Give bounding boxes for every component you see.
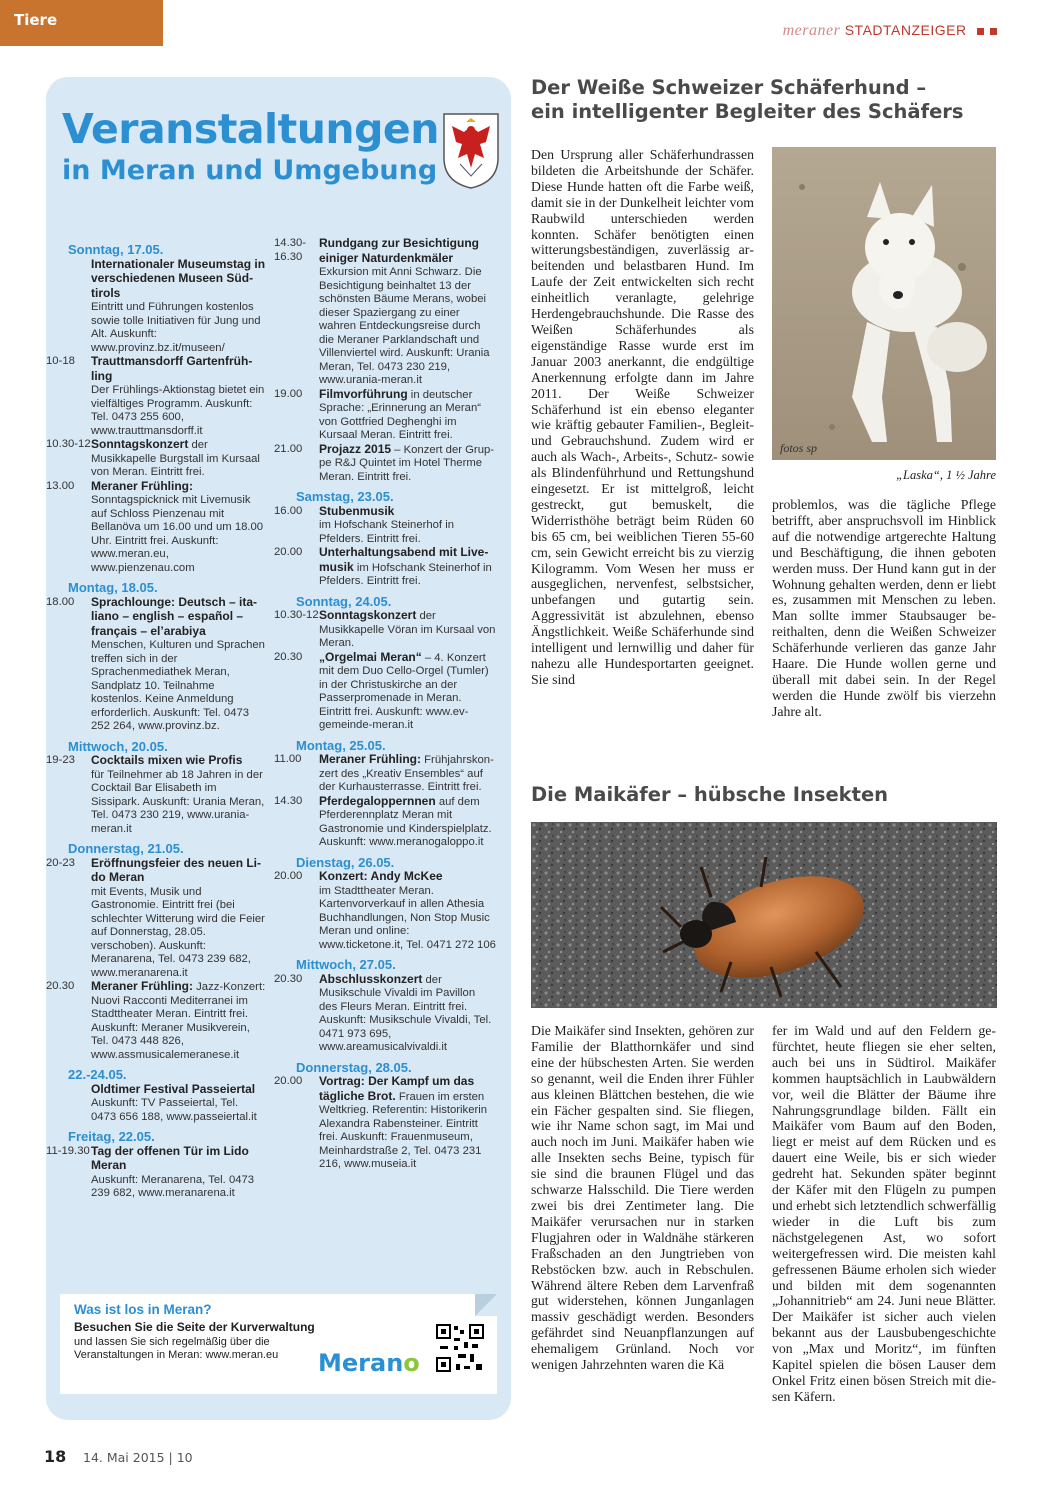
- event-entry: [274, 609, 496, 651]
- dog-article-heading: [531, 76, 991, 124]
- info-box: [60, 1294, 497, 1394]
- event-details: Jazz-Konzert: Nuovi Racconti Mediterranei im Stadttheater Meran. Eintritt frei. Auskunft: Meraner Musikverein, Tel. 0473 448 826, www.assmusicalemeranese.it: [91, 981, 266, 1061]
- event-entry: [274, 753, 496, 795]
- event-description: [91, 980, 266, 1062]
- event-time: 13.00: [46, 479, 75, 492]
- event-time: 14.30-16.30: [274, 237, 307, 263]
- logo-part-2: STADTANZEIGER: [844, 22, 967, 38]
- logo-square-icon: [977, 28, 984, 35]
- event-entry: [46, 355, 266, 438]
- event-time: [46, 1083, 91, 1125]
- event-day-heading: Montag, 25.05.: [296, 737, 386, 753]
- event-description: [319, 795, 496, 850]
- event-entry: [46, 258, 266, 356]
- event-description: [91, 438, 266, 480]
- event-entry: [274, 973, 496, 1055]
- events-title: Veranstaltungen: [62, 105, 439, 153]
- event-description: [91, 1083, 266, 1125]
- event-description: [319, 1075, 496, 1172]
- event-title: Filmvorführung: [319, 386, 408, 401]
- event-details: Auskunft: TV Passeiertal, Tel. 0473 656 188, www.passeiertal.it: [91, 1097, 257, 1123]
- event-title: „Orgelmai Meran“: [319, 649, 422, 664]
- event-day-heading: Montag, 18.05.: [68, 580, 158, 595]
- event-details: Frauen im ersten Weltkrieg. Referentin: Historikerin Alexandra Rabensteiner. Eintritt frei. Auskunft: Frauenmuseum, Meinhardstraße 2, Tel. 0473 231 216, www.museia.it: [319, 1090, 488, 1170]
- event-title: Meraner Frühling:: [319, 752, 422, 766]
- event-entry: [46, 980, 266, 1062]
- event-description: [319, 973, 496, 1055]
- event-title: Oldtimer Festival Passeiertal: [91, 1081, 256, 1096]
- event-description: [91, 258, 266, 356]
- event-time: 20.00: [274, 546, 303, 558]
- dog-photo: [772, 147, 996, 460]
- event-title: Unterhaltungsabend mit Livemusik: [319, 545, 489, 574]
- event-details: in deutscher Sprache: „Erinnerung an Meran“ von Gottfried Deghenghi im Kursaal Meran. Eintritt frei.: [319, 388, 482, 441]
- dog-heading-line-1: Der Weiße Schweizer Schäferhund –: [531, 76, 927, 99]
- event-time: 20.30: [274, 972, 303, 985]
- event-entry: [274, 870, 496, 952]
- event-details: Der Frühlings-Aktionstag bietet ein vielfältiges Programm. Auskunft: Tel. 0473 255 600, www.trauttmansdorff.it: [91, 384, 265, 437]
- event-details: – Konzert der Gruppe R&J Quintet im Hotel Therme Meran. Eintritt frei.: [319, 443, 495, 483]
- event-description: [319, 443, 496, 485]
- info-title: Was ist los in Meran?: [74, 1302, 212, 1317]
- event-description: [319, 505, 496, 547]
- event-description: [319, 237, 496, 388]
- event-details: Frühjahrskonzert des „Kreativ Ensembles“ auf der Kurhausterrasse. Eintritt frei.: [319, 754, 494, 793]
- event-day-heading: Freitag, 22.05.: [68, 1129, 155, 1144]
- event-entry: [274, 443, 496, 485]
- event-description: [319, 651, 496, 733]
- dog-article-column-2: problemlos, was die tägliche Pflege betrifft, aber anspruchsvoll im Hinblick auf die notwendige artgerechte Haltung und Beschäftigung, die ihnen geboten werden muss. Der Hund kann gut in der Wohnung gehalten werden, denn er liebt es, zusammen mit Menschen zu leben. Man sollte immer Staubsauger bereithalten, denn die Weißen Schweizer Schäferhunde verlieren das ganze Jahr Haare. Die Hunde wollen gerne und überall mit dabei sein. In der Regel werden die Hunde zwölf bis vierzehn Jahre alt.: [772, 497, 996, 719]
- event-entry: [274, 651, 496, 733]
- qr-code-icon[interactable]: [436, 1324, 484, 1382]
- dog-article-column-1: Den Ursprung aller Schäferhundrassen bildeten die Arbeitshunde der Schäfer. Diese Hunde hatten oft die Farbe weiß, damit sie in der Dunkelheit leichter vom Raubwild unterschieden werden konnten. Schäfer benötigten einen witterungsbeständigen, zuverlässig arbeitenden und belastbaren Hund. Im Laufe der Zeit entwickelten sich recht einheitlich veranlagte, gelehrige Herdengebrauchshunde. Die Rasse des Weißen Schäferhundes als eigenständige Rasse wurde erst im Januar 2003 anerkannt, die endgültige Anerkennung erfolgte dann im Jahre 2011. Der Weiße Schweizer Schäferhund ist ein ebenso eleganter wie kräftig gebauter Familien-, Begleit- und Gebrauchshund. Zudem wird er auch als Wach-, Arbeits-, Schutz- sowie als Blindenführhund und Rettungshund eingesetzt. Er ist mittelgroß, leicht gestreckt, gut bemuskelt, die Widerristhöhe beträgt beim Rüden 60 bis 65 cm, bei weiblichen Tieren 55-60 cm, sein Gewicht erreicht bis zu vierzig Kilogramm. Vom Wesen her muss er ausgeglichen, nervenfest, selbstsicher, unbefangen und gutartig sein. Aggressivität ist abzulehnen, ebenso Ängstlichkeit. Weiße Schäferhunde sind intelligent und lernwillig und daher für nahezu alle Hundesportarten geeignet. Sie sind: [531, 147, 754, 687]
- section-tab: Tiere: [0, 0, 163, 46]
- merano-logo: [318, 1349, 420, 1377]
- event-description: [91, 754, 266, 836]
- event-details: – 4. Konzert mit dem Duo Cello-Orgel (Tumler) in der Christuskirche an der Passerpromenade in Meran. Eintritt frei. Auskunft: www.ev-gemeinde-meran.it: [319, 651, 489, 731]
- event-entry: [46, 1083, 266, 1125]
- event-title: Rundgang zur Besichtigung einiger Naturdenkmäler: [319, 236, 479, 265]
- merano-logo-end: o: [403, 1349, 420, 1377]
- event-details: Menschen, Kulturen und Sprachen treffen sich in der Sprachenmediathek Meran, Sandplatz 10. Teilnahme kostenlos. Keine Anmeldung erforderlich. Auskunft: Tel. 0473 252 264, www.provinz.bz.: [91, 639, 265, 732]
- event-title: Konzert: Andy McKee: [319, 869, 443, 883]
- event-entry: [274, 546, 496, 589]
- event-details: Sonntagspicknick mit Livemusik auf Schloss Pienzenau mit Bellanöva um 16.00 und um 18.00 Uhr. Eintritt frei. Auskunft: www.meran.eu, www.pienzenau.com: [91, 494, 264, 574]
- event-description: [319, 870, 496, 952]
- event-entry: [274, 795, 496, 850]
- event-description: [319, 546, 496, 589]
- event-day-heading: 22.-24.05.: [68, 1067, 127, 1082]
- info-text: und lassen Sie sich regelmäßig über die Veranstaltungen in Meran: www.meran.eu: [74, 1336, 279, 1361]
- info-subtitle: Besuchen Sie die Seite der Kurverwaltung: [74, 1320, 315, 1334]
- event-title: Pferdegaloppernnen: [319, 793, 436, 808]
- event-entry: [46, 1145, 266, 1201]
- page-number: 18: [44, 1447, 67, 1466]
- event-details: Eintritt und Führungen kostenlos sowie tolle Initiativen für Jung und Alt. Auskunft: www.provinz.bz.it/museen/: [91, 301, 261, 354]
- beetle-article-heading: Die Maikäfer – hübsche Insekten: [531, 783, 889, 806]
- event-title: Sonntagskonzert: [91, 437, 189, 451]
- events-subtitle: in Meran und Umgebung: [62, 155, 438, 186]
- event-day-heading: Sonntag, 17.05.: [68, 242, 164, 257]
- event-time: [46, 258, 91, 356]
- event-title: Projazz 2015: [319, 441, 392, 456]
- event-entry: [46, 857, 266, 981]
- photo-credit: fotos sp: [780, 441, 818, 455]
- page-corner-fold-icon: [475, 1294, 497, 1316]
- event-details: der Musikschule Vivaldi im Pavillon des Fleurs Meran. Eintritt frei. Auskunft: Musikschule Vivaldi, Tel. 0471 973 695, www.areamusicalvivaldi.it: [319, 973, 492, 1053]
- beetle-photo: [531, 822, 997, 1008]
- event-title: Cocktails mixen wie Profis: [91, 753, 243, 767]
- event-entry: [46, 596, 266, 734]
- event-details: der Musikkapelle Burgstall im Kursaal von Meran. Eintritt frei.: [91, 439, 260, 478]
- event-details: im Stadttheater Meran. Kartenvorverkauf in allen Athesia Buchhandlungen, Non Stop Music Meran und online: www.ticketone.it, Tel. 0471 272 106: [319, 884, 496, 951]
- event-day-heading: Sonntag, 24.05.: [296, 593, 392, 609]
- event-day-heading: Donnerstag, 21.05.: [68, 841, 184, 856]
- event-time: 20-23: [46, 856, 75, 869]
- event-time: 10-18: [46, 355, 75, 367]
- event-title: Internationaler Museumstag in verschiedenen Museen Südtirols: [91, 256, 266, 300]
- event-time: 11.00: [274, 753, 302, 765]
- event-description: [91, 480, 266, 576]
- event-time: 18.00: [46, 595, 75, 608]
- beetle-article-column-1: Die Maikäfer sind Insekten, gehören zur Familie der Blatthornkäfer und sind eine der hübschesten Arten. Sie werden so genannt, weil die Enden ihrer Fühler aus kleinen Blättchen bestehen, die wie ein Fächer gespalten sind. Sie fliegen, wie ihr Name schon sagt, im Mai und auch noch im Juni. Maikäfer haben wie alle Insekten sechs Beine, typisch für sie sind die braunen Flügel und das schwarze Halsschild. Die Tiere werden zwei bis drei Zentimeter lang. Die Maikäfer verursachen nur in starken Flugjahren oder in Waldnähe stärkeren Fraßschaden an den Jungtrieben von Rebstöcken bzw. auch in Rebschulen. Während ältere Reben dem Larvenfraß gut widerstehen, können Junganlagen massiv geschädigt werden. Besonders gefährdet sind Neuanpflanzungen auf ehemaligem Grünland. Noch vor wenigen Jahrzehnten waren die Kä: [531, 1023, 754, 1373]
- dog-heading-line-2: ein intelligenter Begleiter des Schäfers: [531, 100, 964, 123]
- event-description: [91, 596, 266, 734]
- event-day-heading: Samstag, 23.05.: [296, 489, 394, 504]
- event-day-heading: Mittwoch, 20.05.: [68, 738, 168, 754]
- event-description: [319, 753, 496, 795]
- logo-square-icon: [990, 28, 997, 35]
- event-entry: [274, 505, 496, 547]
- event-details: mit Events, Musik und Gastronomie. Eintritt frei (bei schlechter Witterung wird die Feier auf Donnerstag, 28.05. verschoben). Auskunft: Meranarena, Tel. 0473 239 682, www.meranarena.it: [91, 885, 265, 979]
- publication-logo: [783, 22, 997, 40]
- event-entry: [46, 438, 266, 480]
- event-description: [319, 609, 496, 651]
- event-title: Vortrag: Der Kampf um das tägliche Brot.: [319, 1074, 475, 1103]
- event-time: 20.00: [274, 1075, 303, 1087]
- event-details: Auskunft: Meranarena, Tel. 0473 239 682, www.meranarena.it: [91, 1173, 255, 1199]
- event-entry: [274, 1075, 496, 1172]
- event-title: Abschlusskonzert: [319, 971, 423, 986]
- event-time: 19-23: [46, 754, 75, 766]
- event-time: 16.00: [274, 504, 303, 517]
- event-day-heading: Mittwoch, 27.05.: [296, 957, 396, 972]
- event-time: 11-19.30: [46, 1144, 90, 1157]
- event-description: [91, 355, 266, 438]
- event-title: Tag der offenen Tür im Lido Meran: [91, 1143, 249, 1172]
- event-details: Exkursion mit Anni Schwarz. Die Besichtigung beinhaltet 13 der schönsten Bäume Merans, wobei dieser Spaziergang zu einer wahren Entdeckungsreise durch die Meraner Parklandschaft und Villenviertel wird. Auskunft: Urania Meran, Tel. 0473 230 219, www.urania-meran.it: [319, 266, 490, 386]
- event-time: 20.30: [46, 980, 75, 992]
- event-title: Trauttmansdorff Gartenfrühling: [91, 354, 253, 383]
- event-title: Meraner Frühling:: [91, 979, 194, 993]
- event-time: 19.00: [274, 387, 303, 400]
- event-time: 20.00: [274, 870, 303, 882]
- event-entry: [46, 480, 266, 576]
- issue-date: 14. Mai 2015 | 10: [83, 1450, 193, 1465]
- event-time: 14.30: [274, 794, 303, 807]
- event-details: im Hofschank Steinerhof in Pfelders. Eintritt frei.: [319, 519, 455, 545]
- tyrol-crest-icon: [442, 112, 500, 190]
- event-details: für Teilnehmer ab 18 Jahren in der Cocktail Bar Elisabeth im Sissipark. Auskunft: Urania Meran, Tel. 0473 230 219, www.urania-meran.it: [91, 768, 265, 835]
- events-column-right: [274, 237, 496, 1172]
- event-time: 21.00: [274, 442, 303, 455]
- event-description: [319, 388, 496, 443]
- event-title: Sprachlounge: Deutsch – italiano – english – español – français – el’arabiya: [91, 594, 258, 638]
- event-time: 10.30-12: [274, 609, 319, 621]
- event-title: Sonntagskonzert: [319, 608, 417, 622]
- events-column-left: [46, 237, 266, 1201]
- event-time: 20.30: [274, 650, 303, 663]
- event-title: Stubenmusik: [319, 503, 395, 518]
- event-title: Eröffnungsfeier des neuen Lido Meran: [91, 855, 262, 884]
- logo-part-1: meraner: [782, 22, 841, 39]
- dog-photo-caption: „Laska“, 1 ½ Jahre: [896, 468, 996, 482]
- event-day-heading: Dienstag, 26.05.: [296, 854, 395, 870]
- event-entry: [46, 754, 266, 836]
- event-entry: [274, 388, 496, 443]
- beetle-article-column-2: fer im Wald und auf den Feldern gefürchtet, heute fliegen sie eher selten, auch bei uns in Südtirol. Maikäfer kommen hauptsächlich in Laubwäldern vor, weil die Blätter der Bäume ihre Nahrungsgrundlage bilden. Fällt ein Maikäfer vom Baum auf den Boden, liegt er meist auf dem Rücken und es dauert eine Weile, bis er sich wieder gedreht hat. Sekunden später beginnt der Käfer mit den Flügeln zu pumpen und erhebt sich letztendlich schwerfällig wieder in die Luft bis zum nächstgelegenen Ast, wo sofort weitergefressen wird. Die meisten kahl gefressenen Bäume erholen sich wieder und bilden mit dem sogenannten „Johannitrieb“ am 24. Juni neue Blätter. Der Maikäfer ist sicher auch vielen bekannt aus der Lausbubengeschichte von „Max und Moritz“, im fünften Kapitel spielen die bösen Lauser dem Onkel Fritz einen bösen Streich mit diesen Käfern.: [772, 1023, 996, 1404]
- event-title: Meraner Frühling:: [91, 478, 194, 493]
- event-day-heading: Donnerstag, 28.05.: [296, 1059, 412, 1075]
- event-details: der Musikkapelle Vöran im Kursaal von Meran.: [319, 610, 496, 649]
- event-time: 10.30-12: [46, 438, 91, 450]
- event-details: im Hofschank Steinerhof in Pfelders. Eintritt frei.: [319, 561, 492, 587]
- event-description: [91, 857, 266, 981]
- event-details: auf dem Pferderennplatz Meran mit Gastronomie und Kinderspielplatz. Auskunft: www.meranogaloppo.it: [319, 795, 492, 848]
- event-description: [91, 1145, 266, 1201]
- merano-logo-main: Meran: [318, 1349, 404, 1377]
- event-entry: [274, 237, 496, 388]
